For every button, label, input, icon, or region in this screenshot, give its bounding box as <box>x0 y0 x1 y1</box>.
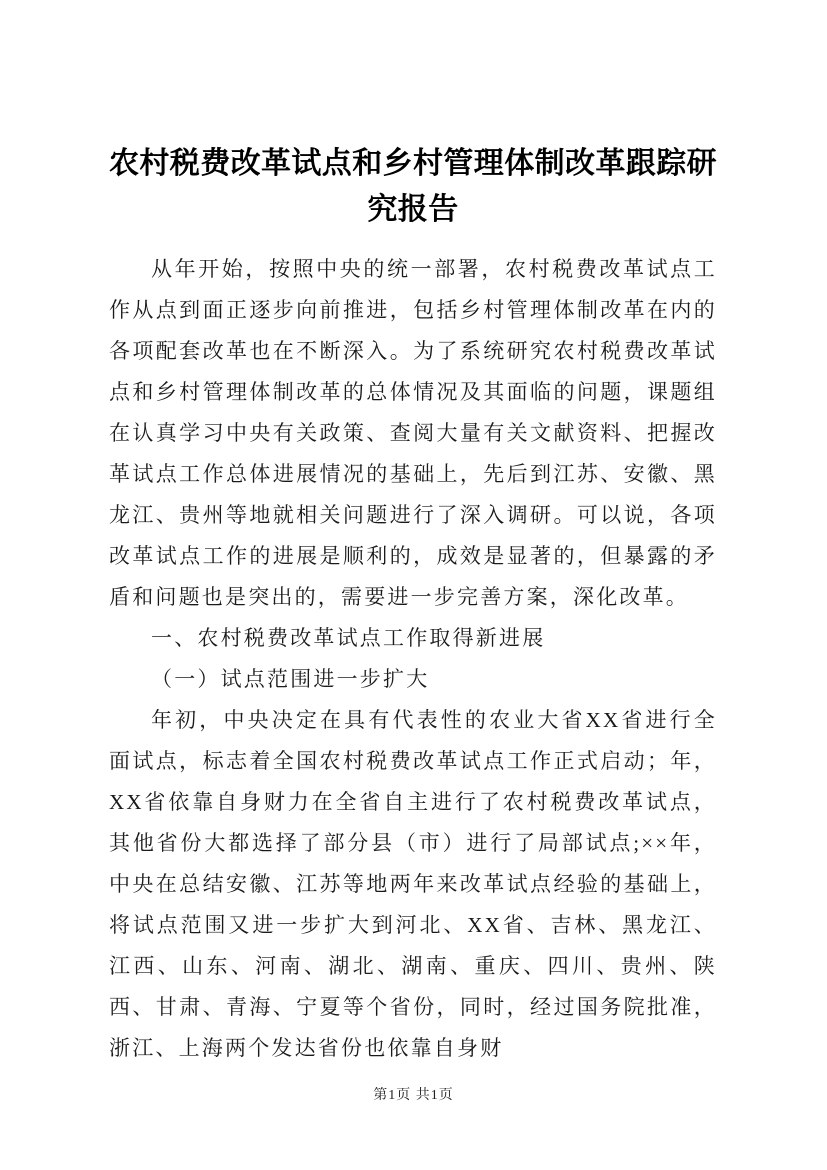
paragraph-intro: 从年开始，按照中央的统一部署，农村税费改革试点工作从点到面正逐步向前推进，包括乡村管理体制改革在内的各项配套改革也在不断深入。为了系统研究农村税费改革试点和乡村管理体制改革的总体情况及其面临的问题，课题组在认真学习中央有关政策、查阅大量有关文献资料、把握改革试点工作总体进展情况的基础上，先后到江苏、安徽、黑龙江、贵州等地就相关问题进行了深入调研。可以说，各项改革试点工作的进展是顺利的，成效是显著的，但暴露的矛盾和问题也是突出的，需要进一步完善方案，深化改革。 <box>109 257 717 609</box>
section-heading: 一、农村税费改革试点工作取得新进展 <box>151 626 546 650</box>
page-number-footer: 第1页 共1页 <box>373 1088 454 1103</box>
document-title: 农村税费改革试点和乡村管理体制改革跟踪研究报告 <box>109 147 717 226</box>
subsection-heading: （一）试点范围进一步扩大 <box>151 667 430 691</box>
paragraph-pilot-scope: 年初，中央决定在具有代表性的农业大省XX省进行全面试点，标志着全国农村税费改革试点工作正式启动；年，XX省依靠自身财力在全省自主进行了农村税费改革试点，其他省份大都选择了部分县（市）进行了局部试点;××年，中央在总结安徽、江苏等地两年来改革试点经验的基础上，将试点范围又进一步扩大到河北、XX省、吉林、黑龙江、江西、山东、河南、湖北、湖南、重庆、四川、贵州、陕西、甘肃、青海、宁夏等个省份，同时，经过国务院批准，浙江、上海两个发达省份也依靠自身财 <box>109 708 717 1060</box>
document-body <box>109 249 717 1069</box>
